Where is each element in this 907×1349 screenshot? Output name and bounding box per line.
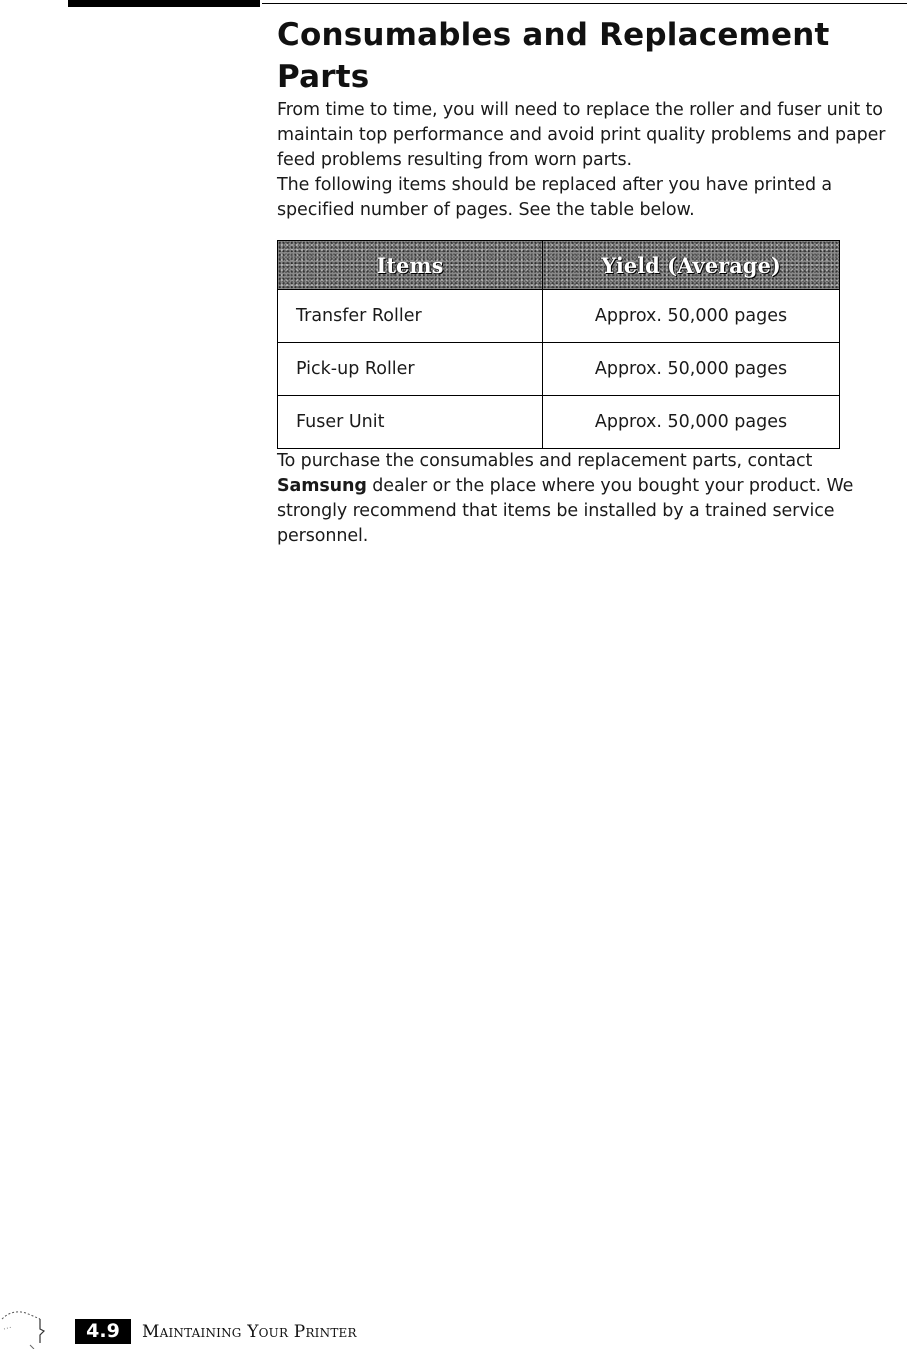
table-header-row <box>278 241 840 290</box>
yield-cell: Approx. 50,000 pages <box>543 343 840 396</box>
corner-fold-icon <box>0 1307 60 1349</box>
table-row <box>278 290 840 343</box>
page-number-badge: 4.9 <box>75 1319 131 1344</box>
main-content <box>277 14 905 549</box>
replacement-parts-table <box>277 240 840 449</box>
yield-cell: Approx. 50,000 pages <box>543 290 840 343</box>
brand-name: Samsung <box>277 476 367 496</box>
purchase-text-after: dealer or the place where you bought your product. We strongly recommend that items be installed by a trained service personnel. <box>277 476 854 546</box>
intro-paragraph: From time to time, you will need to replace the roller and fuser unit to maintain top performance and avoid print quality problems and paper feed problems resulting from worn parts. <box>277 100 886 170</box>
column-header-yield: Yield (Average) <box>543 241 840 290</box>
table-lead-paragraph: The following items should be replaced after you have printed a specified number of pages. See the table below. <box>277 175 833 220</box>
header-rule-thin <box>262 3 907 4</box>
yield-cell: Approx. 50,000 pages <box>543 396 840 449</box>
chapter-title: Maintaining Your Printer <box>142 1322 357 1342</box>
page-title: Consumables and Replacement Parts <box>277 17 830 95</box>
column-header-items: Items <box>278 241 543 290</box>
purchase-text-before: To purchase the consumables and replacement parts, contact <box>277 451 813 471</box>
purchase-paragraph <box>277 449 905 549</box>
item-cell: Fuser Unit <box>278 396 543 449</box>
page-footer <box>0 1307 907 1349</box>
table-row <box>278 396 840 449</box>
header-rule-thick <box>68 0 260 7</box>
item-cell: Transfer Roller <box>278 290 543 343</box>
item-cell: Pick-up Roller <box>278 343 543 396</box>
table-row <box>278 343 840 396</box>
